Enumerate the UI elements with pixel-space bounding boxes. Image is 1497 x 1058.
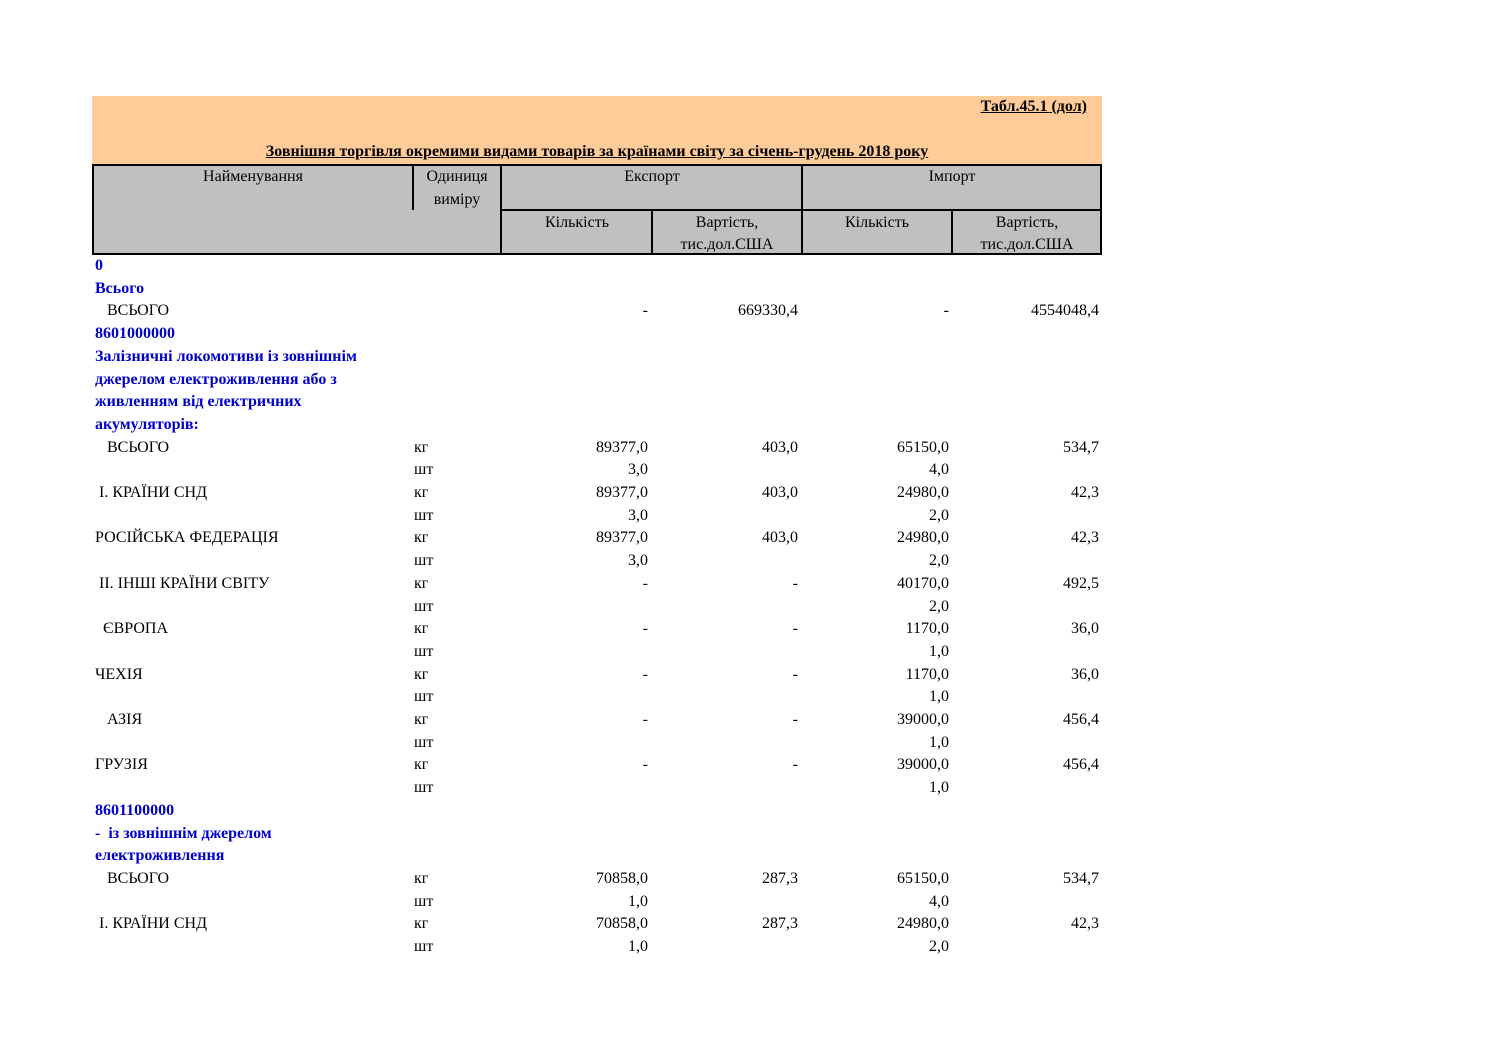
header-divider: [951, 210, 953, 253]
row-heading: Залізничні локомотиви із зовнішнім: [95, 347, 357, 365]
table-row: [0, 868, 1497, 891]
export-quantity: -: [642, 711, 648, 728]
table-row: [0, 709, 1497, 732]
section-heading-row: [0, 346, 1497, 369]
import-quantity: 24980,0: [897, 529, 949, 547]
export-quantity: 3,0: [628, 552, 648, 570]
row-heading: 0: [95, 257, 103, 274]
import-quantity: 1,0: [929, 642, 949, 660]
row-heading: Всього: [95, 279, 145, 297]
import-quantity: 1,0: [929, 733, 949, 751]
row-heading: живленням від електричних: [95, 393, 302, 411]
row-name: ЧЕХІЯ: [95, 665, 143, 683]
import-quantity: 65150,0: [897, 869, 949, 887]
export-quantity: 70858,0: [596, 915, 648, 933]
row-unit: шт: [414, 597, 434, 615]
section-heading-row: [0, 800, 1497, 823]
export-value: -: [792, 574, 798, 592]
import-quantity: -: [943, 302, 949, 320]
import-quantity: 1170,0: [905, 665, 949, 683]
row-unit: шт: [414, 461, 434, 479]
row-name: ВСЬОГО: [95, 438, 170, 456]
table-row: [0, 618, 1497, 641]
import-quantity: 4,0: [929, 461, 949, 479]
header-unit-2: виміру: [433, 191, 481, 208]
header-name: Найменування: [203, 168, 303, 185]
row-unit: шт: [414, 938, 434, 955]
import-quantity: 40170,0: [897, 574, 949, 592]
section-heading-row: [0, 323, 1497, 346]
export-quantity: -: [642, 302, 648, 320]
table-row: [0, 913, 1497, 936]
import-quantity: 39000,0: [897, 756, 949, 774]
header-qty-export: Кількість: [544, 214, 609, 231]
row-unit: кг: [414, 529, 429, 547]
row-name: ГРУЗІЯ: [95, 756, 148, 774]
export-value: 403,0: [762, 484, 798, 501]
header-divider: [500, 209, 1102, 211]
import-quantity: 1170,0: [905, 620, 949, 638]
export-quantity: 70858,0: [596, 869, 648, 887]
table-row: [0, 300, 1497, 323]
row-unit: кг: [414, 869, 429, 887]
row-heading: джерелом електроживлення або з: [95, 370, 337, 388]
export-quantity: 1,0: [628, 938, 648, 955]
header-import: Імпорт: [928, 168, 976, 185]
row-name: ВСЬОГО: [95, 302, 170, 320]
table-header: [92, 164, 1102, 255]
header-export: Експорт: [624, 168, 680, 185]
table-row: [0, 505, 1497, 528]
header-val-import-2: тис.дол.США: [980, 236, 1074, 253]
table-row: [0, 664, 1497, 687]
import-quantity: 24980,0: [897, 915, 949, 933]
row-unit: шт: [414, 642, 434, 660]
row-heading: електроживлення: [95, 847, 225, 865]
header-unit-1: Одиниця: [426, 168, 488, 185]
row-unit: кг: [414, 484, 429, 501]
row-unit: кг: [414, 620, 429, 638]
table-row: [0, 641, 1497, 664]
export-value: -: [792, 620, 798, 638]
export-value: -: [792, 665, 798, 683]
header-qty-import: Кількість: [844, 214, 909, 231]
import-value: 36,0: [1071, 665, 1099, 683]
import-quantity: 2,0: [929, 938, 949, 955]
row-name: АЗІЯ: [95, 711, 143, 728]
table-row: [0, 936, 1497, 959]
import-quantity: 2,0: [929, 597, 949, 615]
section-heading-row: [0, 369, 1497, 392]
export-value: -: [792, 756, 798, 774]
section-heading-row: [0, 255, 1497, 278]
import-quantity: 1,0: [929, 688, 949, 706]
import-value: 456,4: [1063, 756, 1099, 774]
export-value: 287,3: [762, 869, 798, 887]
section-heading-row: [0, 414, 1497, 437]
section-heading-row: [0, 391, 1497, 414]
row-unit: шт: [414, 779, 434, 797]
row-name: II. ІНШІ КРАЇНИ СВІТУ: [95, 574, 270, 592]
import-quantity: 2,0: [929, 552, 949, 570]
export-quantity: 89377,0: [596, 529, 648, 547]
export-quantity: -: [642, 574, 648, 592]
table-row: [0, 550, 1497, 573]
section-heading-row: [0, 823, 1497, 846]
import-value: 534,7: [1063, 438, 1099, 456]
export-quantity: 3,0: [628, 506, 648, 524]
row-unit: кг: [414, 574, 429, 592]
row-unit: кг: [414, 438, 429, 456]
header-divider: [412, 166, 414, 210]
table-row: [0, 777, 1497, 800]
import-value: 42,3: [1071, 484, 1099, 501]
row-name: РОСІЙСЬКА ФЕДЕРАЦІЯ: [95, 529, 279, 547]
import-quantity: 24980,0: [897, 484, 949, 501]
table-row: [0, 686, 1497, 709]
title-banner: [92, 96, 1102, 164]
export-quantity: 3,0: [628, 461, 648, 479]
export-quantity: 89377,0: [596, 484, 648, 501]
import-quantity: 1,0: [929, 779, 949, 797]
import-quantity: 65150,0: [897, 438, 949, 456]
row-unit: шт: [414, 892, 434, 910]
row-unit: кг: [414, 665, 429, 683]
row-unit: шт: [414, 688, 434, 706]
row-unit: шт: [414, 733, 434, 751]
header-divider: [651, 210, 653, 253]
row-name: I. КРАЇНИ СНД: [95, 484, 207, 501]
header-val-import-1: Вартість,: [995, 214, 1059, 231]
import-value: 4554048,4: [1031, 302, 1099, 320]
row-unit: шт: [414, 506, 434, 524]
row-unit: кг: [414, 711, 429, 728]
row-name: ВСЬОГО: [95, 869, 170, 887]
export-quantity: -: [642, 756, 648, 774]
table-row: [0, 459, 1497, 482]
import-value: 42,3: [1071, 915, 1099, 933]
table-row: [0, 732, 1497, 755]
header-val-export-1: Вартість,: [695, 214, 759, 231]
row-unit: кг: [414, 915, 429, 933]
table-row: [0, 437, 1497, 460]
export-quantity: 89377,0: [596, 438, 648, 456]
page-title: Зовнішня торгівля окремими видами товарів за країнами світу за січень-грудень 2018 року: [265, 143, 929, 160]
row-name: ЄВРОПА: [95, 620, 168, 638]
import-quantity: 39000,0: [897, 711, 949, 728]
import-value: 534,7: [1063, 869, 1099, 887]
row-unit: шт: [414, 552, 434, 570]
row-unit: кг: [414, 756, 429, 774]
export-value: 669330,4: [738, 302, 798, 320]
section-heading-row: [0, 278, 1497, 301]
section-heading-row: [0, 845, 1497, 868]
import-value: 36,0: [1071, 620, 1099, 638]
table-reference: Табл.45.1 (дол): [980, 98, 1087, 115]
row-heading: 8601100000: [95, 801, 175, 819]
export-value: 403,0: [762, 529, 798, 547]
table-row: [0, 482, 1497, 505]
import-value: 492,5: [1063, 574, 1099, 592]
export-quantity: 1,0: [628, 892, 648, 910]
row-heading: акумуляторів:: [95, 415, 199, 433]
export-value: -: [792, 711, 798, 728]
import-value: 456,4: [1063, 711, 1099, 728]
export-value: 403,0: [762, 438, 798, 456]
table-row: [0, 596, 1497, 619]
import-quantity: 4,0: [929, 892, 949, 910]
export-quantity: -: [642, 620, 648, 638]
row-heading: - із зовнішнім джерелом: [95, 824, 272, 842]
table-row: [0, 527, 1497, 550]
table-row: [0, 754, 1497, 777]
row-name: I. КРАЇНИ СНД: [95, 915, 207, 933]
export-value: 287,3: [762, 915, 798, 933]
header-val-export-2: тис.дол.США: [680, 236, 774, 253]
import-quantity: 2,0: [929, 506, 949, 524]
row-heading: 8601000000: [95, 325, 175, 343]
table-row: [0, 573, 1497, 596]
table-row: [0, 891, 1497, 914]
export-quantity: -: [642, 665, 648, 683]
import-value: 42,3: [1071, 529, 1099, 547]
